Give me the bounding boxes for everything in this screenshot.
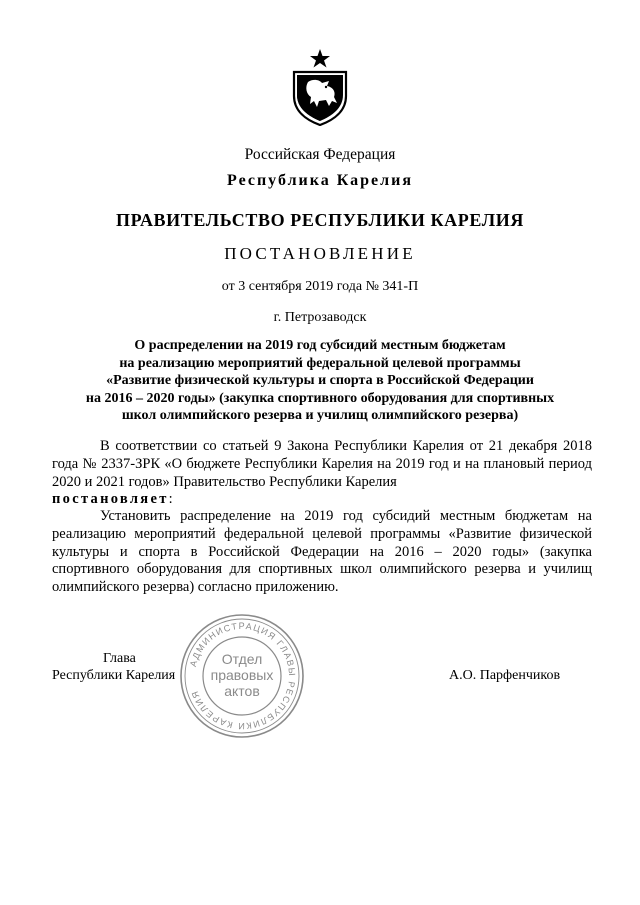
date-and-number: от 3 сентября 2019 года № 341-П bbox=[221, 279, 419, 294]
government-heading: ПРАВИТЕЛЬСТВО РЕСПУБЛИКИ КАРЕЛИЯ bbox=[116, 210, 524, 230]
paragraph-preamble bbox=[52, 438, 592, 509]
resolution-keyword: постановляет bbox=[52, 491, 169, 508]
signatory-title-line2: Республики Карелия bbox=[52, 668, 176, 683]
stamp-ring-text: АДМИНИСТРАЦИЯ ГЛАВЫ РЕСПУБЛИКИ КАРЕЛИЯ bbox=[187, 620, 298, 732]
preamble-text: В соответствии со статьей 9 Закона Республики Карелия от 21 декабря 2018 года № 2337-ЗРК «О бюджете Республики Карелия на 2019 год и на плановый период 2020 и 2021 годов» Правительство Республики Карелия bbox=[52, 438, 592, 490]
stamp-line: актов bbox=[224, 683, 260, 699]
title-line: школ олимпийского резерва и училищ олимпийского резерва) bbox=[121, 408, 519, 423]
document-title bbox=[52, 337, 588, 425]
paragraph-resolution bbox=[52, 508, 592, 597]
round-stamp bbox=[178, 612, 306, 740]
stamp-line: Отдел bbox=[221, 651, 263, 667]
title-line: на 2016 – 2020 годы» (закупка спортивного оборудования для спортивных bbox=[85, 390, 555, 406]
signatory-title-line1: Глава bbox=[103, 651, 136, 666]
title-line: О распределении на 2019 год субсидий местным бюджетам bbox=[134, 338, 506, 353]
keyword-colon: : bbox=[168, 491, 173, 508]
country-heading: Российская Федерация bbox=[244, 146, 396, 163]
signatory-name: А.О. Парфенчиков bbox=[449, 668, 561, 683]
stamp-line: правовых bbox=[210, 667, 274, 683]
document-type: ПОСТАНОВЛЕНИЕ bbox=[224, 244, 416, 263]
resolution-text: Установить распределение на 2019 год субсидий местным бюджетам на реализацию мероприятий федеральной целевой программы «Развитие физической культуры и спорта в Российской Федерации на 2016 – 2020 годы» (закупка спортивного оборудования для спортивных школ олимпийского резерва и училищ олимпийского резерва) согласно приложению. bbox=[52, 508, 592, 596]
title-line: «Развитие физической культуры и спорта в Российской Федерации bbox=[106, 373, 534, 388]
karelia-coat-of-arms-icon bbox=[289, 48, 351, 126]
republic-heading: Республика Карелия bbox=[227, 172, 413, 189]
title-line: на реализацию мероприятий федеральной целевой программы bbox=[119, 355, 521, 371]
city: г. Петрозаводск bbox=[273, 310, 367, 325]
